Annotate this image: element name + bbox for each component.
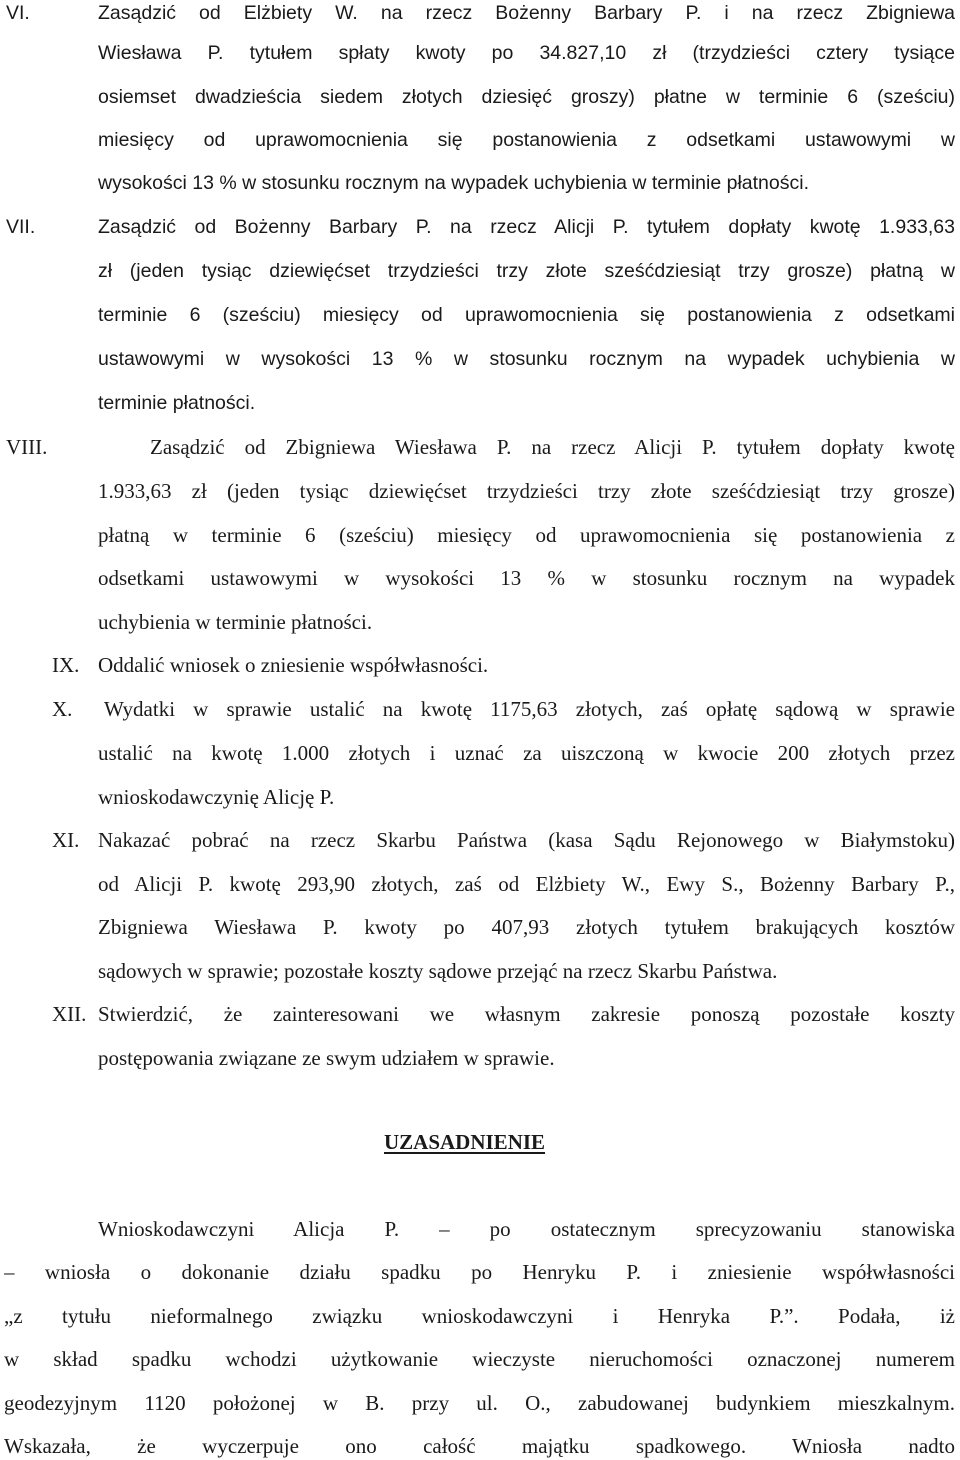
item-line: odsetkami ustawowymi w wysokości 13 % w stosunku rocznym na wypadek — [98, 566, 955, 590]
item-line: zł (jeden tysiąc dziewięćset trzydzieści trzy złote sześćdziesiąt trzy grosze) płatną w — [98, 260, 955, 282]
body-line: geodezyjnym 1120 położonej w B. przy ul. O., zabudowanej budynkiem mieszkalnym. — [4, 1391, 955, 1415]
item-number: XI. — [52, 828, 80, 852]
item-line: miesięcy od uprawomocnienia się postanowienia z odsetkami ustawowymi w — [98, 129, 955, 151]
item-line: terminie 6 (sześciu) miesięcy od uprawomocnienia się postanowienia z odsetkami — [98, 304, 955, 326]
item-line: wnioskodawczynię Alicję P. — [98, 785, 335, 809]
item-line: Oddalić wniosek o zniesienie współwłasności. — [98, 653, 489, 677]
body-line: „z tytułu nieformalnego związku wnioskodawczyni i Henryka P.”. Podała, iż — [4, 1304, 955, 1328]
item-number: X. — [52, 697, 73, 721]
item-line: Zasądzić od Zbigniewa Wiesława P. na rzecz Alicji P. tytułem dopłaty kwotę — [150, 435, 955, 459]
body-line: w skład spadku wchodzi użytkowanie wieczyste nieruchomości oznaczonej numerem — [4, 1347, 955, 1371]
item-line: Wiesława P. tytułem spłaty kwoty po 34.827,10 zł (trzydzieści cztery tysiące — [98, 42, 955, 64]
item-line: ustalić na kwotę 1.000 złotych i uznać za uiszczoną w kwocie 200 złotych przez — [98, 741, 955, 765]
item-line: uchybienia w terminie płatności. — [98, 610, 373, 634]
item-number: IX. — [52, 653, 80, 677]
item-line: sądowych w sprawie; pozostałe koszty sądowe przejąć na rzecz Skarbu Państwa. — [98, 959, 778, 983]
item-number: XII. — [52, 1002, 87, 1026]
item-line: Stwierdzić, że zainteresowani we własnym zakresie ponoszą pozostałe koszty — [98, 1002, 955, 1026]
body-line: Wskazała, że wyczerpuje ono całość majątku spadkowego. Wniosła nadto — [4, 1434, 955, 1458]
section-heading: UZASADNIENIE — [384, 1130, 546, 1154]
item-line: postępowania związane ze swym udziałem w sprawie. — [98, 1046, 555, 1070]
item-line: osiemset dwadzieścia siedem złotych dziesięć groszy) płatne w terminie 6 (sześciu) — [98, 86, 955, 108]
item-line: Zasądzić od Bożenny Barbary P. na rzecz Alicji P. tytułem dopłaty kwotę 1.933,63 — [98, 216, 955, 238]
item-line: płatną w terminie 6 (sześciu) miesięcy od uprawomocnienia się postanowienia z — [98, 523, 955, 547]
item-line: terminie płatności. — [98, 392, 256, 414]
body-line: – wniosła o dokonanie działu spadku po Henryku P. i zniesienie współwłasności — [4, 1260, 955, 1284]
item-line: Zbigniewa Wiesława P. kwoty po 407,93 złotych tytułem brakujących kosztów — [98, 915, 955, 939]
item-number: VII. — [6, 216, 36, 238]
item-line: Nakazać pobrać na rzecz Skarbu Państwa (kasa Sądu Rejonowego w Białymstoku) — [98, 828, 955, 852]
item-line: Zasądzić od Elżbiety W. na rzecz Bożenny Barbary P. i na rzecz Zbigniewa — [98, 2, 955, 24]
item-line: od Alicji P. kwotę 293,90 złotych, zaś od Elżbiety W., Ewy S., Bożenny Barbary P., — [98, 872, 955, 896]
body-line: Wnioskodawczyni Alicja P. – po ostatecznym sprecyzowaniu stanowiska — [98, 1217, 955, 1241]
item-line: 1.933,63 zł (jeden tysiąc dziewięćset trzydzieści trzy złote sześćdziesiąt trzy grosze) — [98, 479, 955, 503]
item-line: ustawowymi w wysokości 13 % w stosunku rocznym na wypadek uchybienia w — [98, 348, 955, 370]
item-number: VIII. — [6, 435, 48, 459]
item-line: Wydatki w sprawie ustalić na kwotę 1175,63 złotych, zaś opłatę sądową w sprawie — [104, 697, 955, 721]
item-line: wysokości 13 % w stosunku rocznym na wypadek uchybienia w terminie płatności. — [98, 172, 809, 194]
item-number: VI. — [6, 2, 30, 24]
